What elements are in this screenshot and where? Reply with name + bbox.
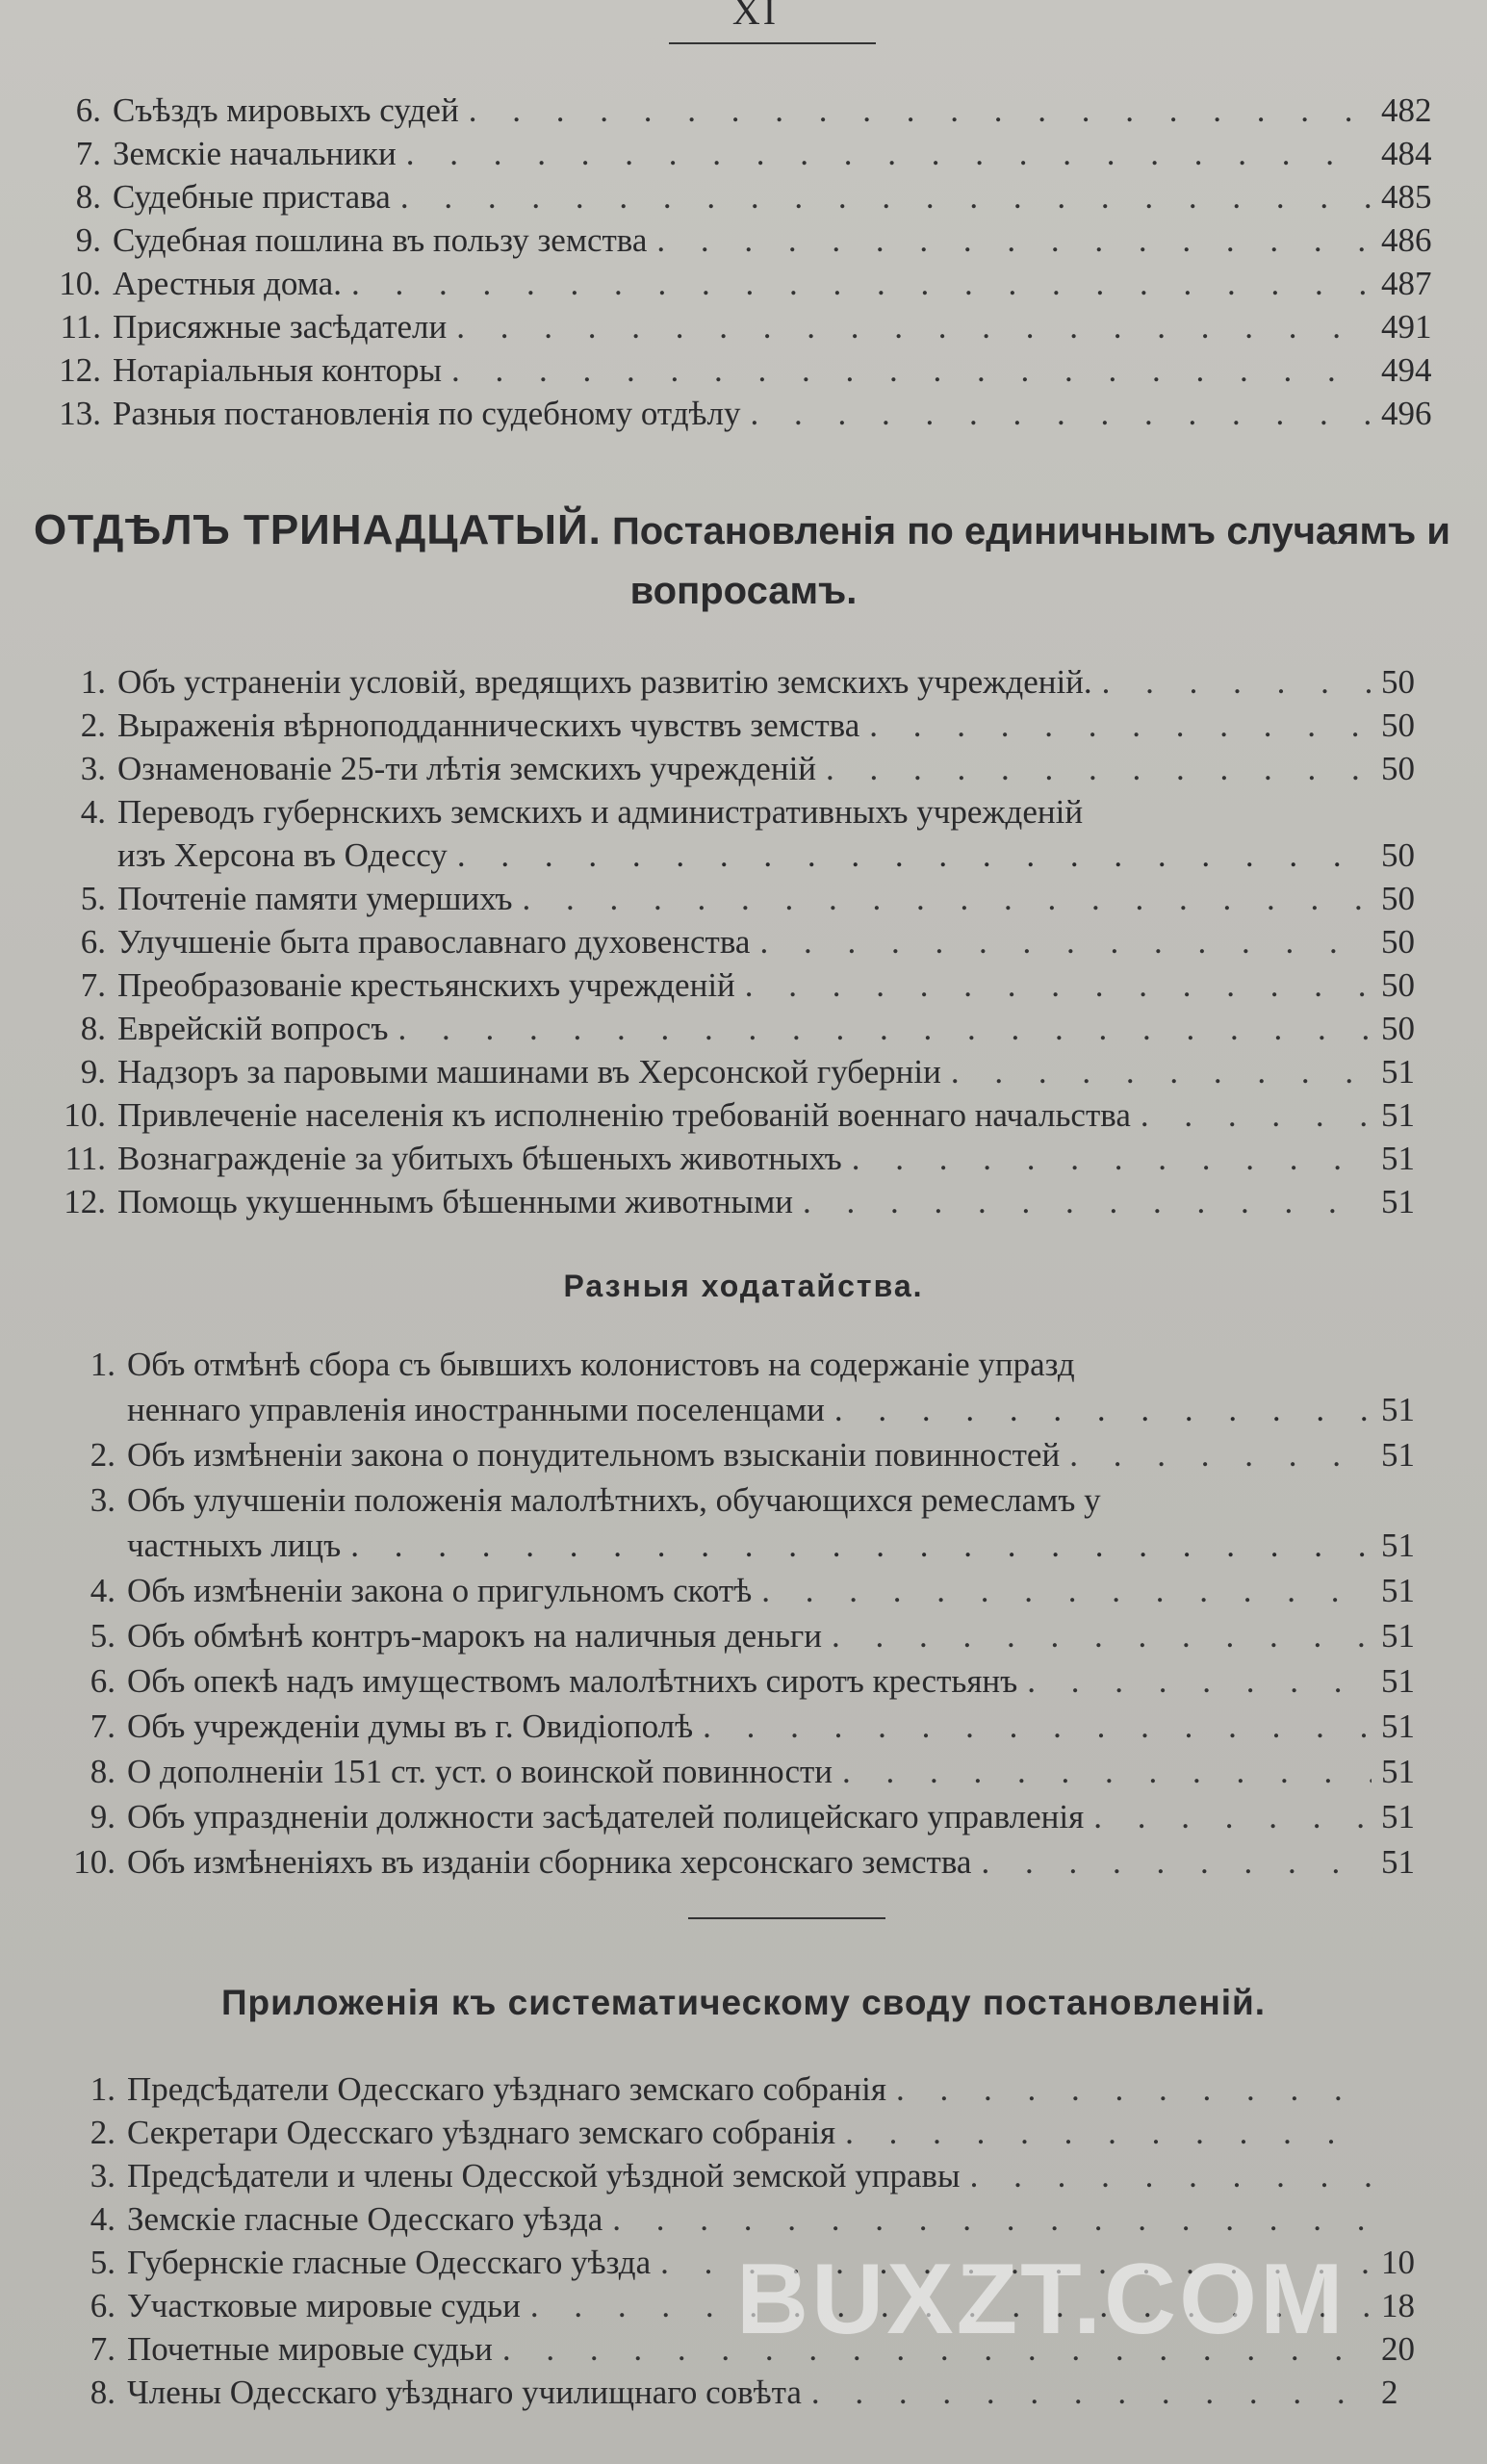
dot-leader <box>896 2067 1372 2111</box>
dot-leader <box>1069 1432 1372 1477</box>
dot-leader <box>970 2154 1372 2197</box>
dot-leader <box>457 834 1372 877</box>
entry-title: Объ опекѣ надъ имуществомъ малолѣтнихъ сиротъ крестьянъ <box>127 1662 1018 1700</box>
toc-entry <box>0 2371 1487 2414</box>
entry-number: 8. <box>90 2374 115 2411</box>
section-13-title <box>34 500 1487 561</box>
entry-title: Судебные пристава <box>113 178 391 216</box>
entry-number: 4. <box>90 1572 115 1609</box>
entry-number: 8. <box>75 178 101 216</box>
entry-page: 51 <box>1381 1753 1415 1790</box>
dot-leader <box>803 1180 1372 1223</box>
dot-leader <box>703 1704 1372 1749</box>
dot-leader <box>981 1839 1372 1885</box>
toc-entry <box>0 1050 1487 1093</box>
entry-title: Разныя постановленія по судебному отдѣлу <box>113 395 741 432</box>
entry-title: Объ измѣненіи закона о понудительномъ взысканіи повинностей <box>127 1436 1061 1474</box>
entry-number: 1. <box>80 663 106 701</box>
entry-number: 11. <box>64 1140 106 1177</box>
entry-page: 51 <box>1381 1798 1415 1835</box>
dot-leader <box>869 704 1372 747</box>
entry-page: 51 <box>1381 1527 1415 1564</box>
entry-page: 50 <box>1381 706 1415 744</box>
entry-title: Судебная пошлина въ пользу земства <box>113 221 648 259</box>
appendix-title: Приложенія къ систематическому своду постановленій. <box>220 1983 1267 2022</box>
entry-continuation <box>0 834 1487 877</box>
entry-number: 10. <box>59 265 101 302</box>
entry-number: 2. <box>90 2114 115 2151</box>
entry-title: Выраженія вѣрноподданническихъ чувствъ земства <box>117 706 860 744</box>
entry-continuation <box>0 1387 1487 1432</box>
entry-title: Ознаменованіе 25-ти лѣтія земскихъ учрежденій <box>117 750 817 787</box>
dot-leader <box>656 218 1372 262</box>
entry-page: 496 <box>1381 395 1432 432</box>
entry-number: 5. <box>80 880 106 917</box>
entry-number: 7. <box>90 1707 115 1745</box>
toc-section-12-tail <box>0 89 1487 435</box>
entry-number: 7. <box>90 2330 115 2368</box>
entry-page: 484 <box>1381 135 1432 172</box>
toc-entry <box>0 348 1487 392</box>
dot-leader <box>469 89 1372 132</box>
entry-number: 8. <box>90 1753 115 1790</box>
dot-leader <box>826 747 1372 790</box>
entry-page: 50 <box>1381 966 1415 1004</box>
dot-leader <box>350 1523 1372 1568</box>
dot-leader <box>951 1050 1372 1093</box>
entry-title: Вознагражденіе за убитыхъ бѣшеныхъ животныхъ <box>117 1140 842 1177</box>
entry-title: О дополненіи 151 ст. уст. о воинской повинности <box>127 1753 833 1790</box>
dot-leader <box>456 305 1372 348</box>
toc-entry <box>0 1839 1487 1885</box>
entry-page: 51 <box>1381 1843 1415 1881</box>
dot-leader <box>1141 1093 1372 1137</box>
entry-title: Почетные мировые судьи <box>127 2330 493 2368</box>
toc-entry <box>0 1749 1487 1794</box>
entry-number: 4. <box>80 793 106 831</box>
entry-number: 7. <box>75 135 101 172</box>
entry-number: 1. <box>90 2070 115 2108</box>
header-rule <box>669 42 876 44</box>
toc-entry <box>0 1180 1487 1223</box>
entry-number: 6. <box>75 91 101 129</box>
entry-number: 10. <box>73 1843 115 1881</box>
entry-page: 494 <box>1381 351 1432 389</box>
entry-continuation <box>0 1523 1487 1568</box>
entry-number: 3. <box>90 2157 115 2194</box>
entry-page: 491 <box>1381 308 1432 346</box>
toc-entry <box>0 132 1487 175</box>
toc-entry <box>0 1137 1487 1180</box>
entry-title: Почтеніе памяти умершихъ <box>117 880 513 917</box>
entry-page: 18 <box>1381 2287 1415 2324</box>
toc-entry <box>0 2197 1487 2241</box>
toc-appendix <box>0 2067 1487 2414</box>
toc-entry <box>0 2067 1487 2111</box>
entry-title: Земскіе начальники <box>113 135 397 172</box>
toc-section-13 <box>0 660 1487 1223</box>
dot-leader <box>400 175 1372 218</box>
entry-page: 51 <box>1381 1183 1415 1220</box>
entry-page: 486 <box>1381 221 1432 259</box>
dot-leader <box>751 392 1372 435</box>
toc-entry <box>0 1613 1487 1658</box>
entry-title: Помощь укушеннымъ бѣшенными животными <box>117 1183 793 1220</box>
toc-entry <box>0 1658 1487 1704</box>
dot-leader <box>745 963 1372 1007</box>
dot-leader <box>406 132 1372 175</box>
entry-title: Губернскіе гласные Одесскаго уѣзда <box>127 2244 652 2281</box>
entry-number: 3. <box>80 750 106 787</box>
entry-number: 8. <box>80 1010 106 1047</box>
entry-page: 51 <box>1381 1436 1415 1474</box>
entry-number: 6. <box>90 1662 115 1700</box>
dot-leader <box>523 877 1372 920</box>
entry-number: 9. <box>80 1053 106 1091</box>
page-number: XI <box>731 0 780 33</box>
entry-page: 485 <box>1381 178 1432 216</box>
dot-leader <box>397 1007 1372 1050</box>
toc-entry <box>0 1568 1487 1613</box>
entry-page: 51 <box>1381 1572 1415 1609</box>
entry-page: 51 <box>1381 1707 1415 1745</box>
toc-entry <box>0 1007 1487 1050</box>
entry-number: 10. <box>64 1096 106 1134</box>
entry-title: Секретари Одесскаго уѣзднаго земскаго собранія <box>127 2114 836 2151</box>
entry-number: 2. <box>90 1436 115 1474</box>
section-divider <box>688 1917 885 1919</box>
toc-entry <box>0 1477 1487 1523</box>
entry-title: Предсѣдатели и члены Одесской уѣздной земской управы <box>127 2157 961 2194</box>
toc-entry <box>0 89 1487 132</box>
section-13-title-lead: ОТДѢЛЪ ТРИНАДЦАТЫЙ. <box>34 506 602 553</box>
entry-number: 2. <box>80 706 106 744</box>
section-13-title-rest: Постановленія по единичнымъ случаямъ и <box>601 510 1450 552</box>
toc-entry <box>0 305 1487 348</box>
toc-entry <box>0 877 1487 920</box>
toc-entry <box>0 1794 1487 1839</box>
toc-entry <box>0 1342 1487 1387</box>
watermark-text: BUXZT.COM <box>736 2244 1346 2355</box>
entry-page: 51 <box>1381 1617 1415 1655</box>
toc-entry <box>0 2154 1487 2197</box>
dot-leader <box>852 1137 1372 1180</box>
dot-leader <box>761 1568 1372 1613</box>
entry-title: Надзоръ за паровыми машинами въ Херсонской губерніи <box>117 1053 941 1091</box>
entry-page: 51 <box>1381 1140 1415 1177</box>
dot-leader <box>832 1613 1372 1658</box>
entry-page: 51 <box>1381 1096 1415 1134</box>
entry-title-continued: неннаго управленія иностранными поселенцами <box>127 1391 825 1428</box>
entry-page: 51 <box>1381 1662 1415 1700</box>
toc-entry <box>0 218 1487 262</box>
entry-title: Съѣздъ мировыхъ судей <box>113 91 459 129</box>
section-13-title-line2: вопросамъ. <box>629 570 858 612</box>
entry-number: 7. <box>80 966 106 1004</box>
entry-number: 6. <box>90 2287 115 2324</box>
entry-number: 4. <box>90 2200 115 2238</box>
dot-leader <box>1102 660 1372 704</box>
entry-title: Присяжные засѣдатели <box>113 308 448 346</box>
entry-number: 3. <box>90 1481 115 1519</box>
entry-title: Объ измѣненіяхъ въ изданіи сборника херсонскаго земства <box>127 1843 972 1881</box>
toc-entry <box>0 963 1487 1007</box>
dot-leader <box>845 2111 1372 2154</box>
entry-page: 51 <box>1381 1053 1415 1091</box>
entry-page: 50 <box>1381 663 1415 701</box>
entry-page: 50 <box>1381 923 1415 961</box>
dot-leader <box>759 920 1372 963</box>
entry-title: Преобразованіе крестьянскихъ учрежденій <box>117 966 735 1004</box>
toc-entry <box>0 175 1487 218</box>
toc-entry <box>0 262 1487 305</box>
entry-number: 9. <box>75 221 101 259</box>
entry-page: 50 <box>1381 750 1415 787</box>
entry-number: 11. <box>60 308 101 346</box>
entry-number: 13. <box>59 395 101 432</box>
petitions-title: Разныя ходатайства. <box>563 1269 924 1303</box>
toc-petitions <box>0 1342 1487 1885</box>
entry-title: Объ отмѣнѣ сбора съ бывшихъ колонистовъ на содержаніе упразд <box>127 1346 1075 1383</box>
toc-entry <box>0 1093 1487 1137</box>
dot-leader <box>612 2197 1372 2241</box>
entry-title: Участковые мировые судьи <box>127 2287 521 2324</box>
toc-entry <box>0 790 1487 834</box>
entry-title: Объ измѣненіи закона о пригульномъ скотѣ <box>127 1572 753 1609</box>
entry-page: 51 <box>1381 1391 1415 1428</box>
entry-title: Объ учрежденіи думы въ г. Овидіополѣ <box>127 1707 694 1745</box>
entry-number: 6. <box>80 923 106 961</box>
entry-title: Объ улучшеніи положенія малолѣтнихъ, обучающихся ремесламъ у <box>127 1481 1101 1519</box>
toc-entry <box>0 704 1487 747</box>
entry-page: 20 <box>1381 2330 1415 2368</box>
entry-title: Предсѣдатели Одесскаго уѣзднаго земскаго собранія <box>127 2070 886 2108</box>
dot-leader <box>1093 1794 1372 1839</box>
entry-title: Объ обмѣнѣ контръ-марокъ на наличныя деньги <box>127 1617 822 1655</box>
dot-leader <box>842 1749 1372 1794</box>
entry-title: Еврейскій вопросъ <box>117 1010 389 1047</box>
entry-title-continued: частныхъ лицъ <box>127 1527 342 1564</box>
entry-page: 482 <box>1381 91 1432 129</box>
entry-page: 2 <box>1381 2374 1398 2411</box>
entry-title: Земскіе гласные Одесскаго уѣзда <box>127 2200 603 2238</box>
entry-number: 9. <box>90 1798 115 1835</box>
dot-leader <box>834 1387 1372 1432</box>
entry-title: Арестныя дома. <box>113 265 342 302</box>
entry-title-continued: изъ Херсона въ Одессу <box>117 836 448 874</box>
entry-title: Члены Одесскаго уѣзднаго училищнаго совѣта <box>127 2374 802 2411</box>
entry-page: 10 <box>1381 2244 1415 2281</box>
toc-entry <box>0 2111 1487 2154</box>
entry-title: Нотаріальныя конторы <box>113 351 442 389</box>
toc-entry <box>0 660 1487 704</box>
entry-title: Переводъ губернскихъ земскихъ и административныхъ учрежденій <box>117 793 1084 831</box>
entry-number: 12. <box>64 1183 106 1220</box>
dot-leader <box>811 2371 1372 2414</box>
entry-number: 1. <box>90 1346 115 1383</box>
entry-number: 5. <box>90 2244 115 2281</box>
entry-title: Объ устраненіи условій, вредящихъ развитію земскихъ учрежденій. <box>117 663 1092 701</box>
toc-entry <box>0 920 1487 963</box>
entry-number: 5. <box>90 1617 115 1655</box>
toc-entry <box>0 747 1487 790</box>
entry-page: 50 <box>1381 880 1415 917</box>
dot-leader <box>1027 1658 1372 1704</box>
entry-page: 50 <box>1381 836 1415 874</box>
entry-page: 487 <box>1381 265 1432 302</box>
entry-title: Привлеченіе населенія къ исполненію требованій военнаго начальства <box>117 1096 1131 1134</box>
toc-entry <box>0 1432 1487 1477</box>
entry-number: 12. <box>59 351 101 389</box>
entry-title: Улучшеніе быта православнаго духовенства <box>117 923 751 961</box>
dot-leader <box>451 348 1372 392</box>
entry-page: 50 <box>1381 1010 1415 1047</box>
dot-leader <box>351 262 1372 305</box>
entry-title: Объ упраздненіи должности засѣдателей полицейскаго управленія <box>127 1798 1085 1835</box>
toc-entry <box>0 1704 1487 1749</box>
toc-entry <box>0 392 1487 435</box>
